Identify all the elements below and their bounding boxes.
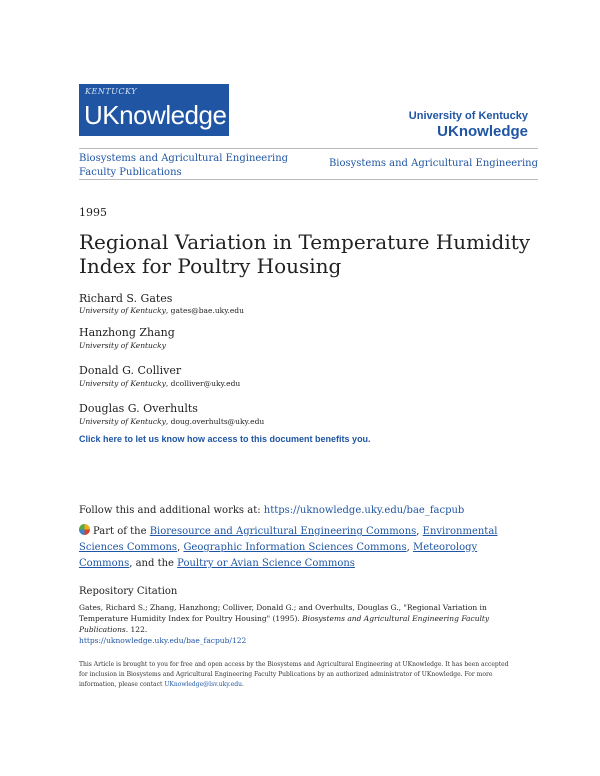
access-notice-end: . [242,681,244,688]
network-icon [79,524,90,535]
author-affiliation: University of Kentucky, gates@bae.uky.edu [79,306,244,315]
citation-url-link[interactable]: https://uknowledge.uky.edu/bae_facpub/122 [79,636,247,645]
uknowledge-logo[interactable] [79,84,229,136]
separator: , [406,542,413,553]
commons-link[interactable]: Meteorology Commons [79,542,478,569]
access-notice [79,660,509,690]
logo-main-text: UKnowledge [84,100,227,130]
commons-link[interactable]: Bioresource and Agricultural Engineering Commons [149,526,417,537]
article-title: Regional Variation in Temperature Humidity Index for Poultry Housing [79,230,531,278]
logo-kentucky-text: KENTUCKY [85,87,138,96]
author-email[interactable]: dcolliver@uky.edu [170,379,241,388]
citation-text: Gates, Richard S.; Zhang, Hanzhong; Colliver, Donald G.; and Overhults, Douglas G., "Regional Variation in Temperature Humidity Index for Poultry Housing" (1995). [79,603,487,623]
publication-year: 1995 [79,206,107,219]
breadcrumb-bar [79,148,538,180]
breadcrumb-collection-link[interactable]: Biosystems and Agricultural Engineering Faculty Publications [79,153,289,178]
affiliation-text: University of Kentucky [79,379,166,388]
brand-name: UKnowledge [437,123,528,140]
commons-link[interactable]: Geographic Information Sciences Commons [183,542,407,553]
citation-series: Biosystems and Agricultural Engineering Faculty Publications [79,614,490,634]
follow-text: Follow this and additional works at: [79,505,264,516]
author-name: Richard S. Gates [79,292,173,305]
author-email[interactable]: doug.overhults@uky.edu [170,417,265,426]
author-name: Donald G. Colliver [79,364,182,377]
author-email[interactable]: gates@bae.uky.edu [170,306,244,315]
separator: , [177,542,184,553]
affiliation-text: University of Kentucky [79,417,166,426]
part-of-prefix: Part of the [93,526,150,537]
brand-block[interactable] [409,110,528,140]
author-affiliation: University of Kentucky, dcolliver@uky.edu [79,379,241,388]
separator: , [416,526,423,537]
repository-citation-heading: Repository Citation [79,586,178,597]
author-affiliation: University of Kentucky [79,341,166,350]
separator: , and the [129,558,178,569]
commons-list [79,524,524,572]
repository-citation [79,602,529,646]
breadcrumb-department-link[interactable]: Biosystems and Agricultural Engineering [328,158,538,169]
citation-number: . 122. [125,625,148,634]
access-notice-text: This Article is brought to you for free and open access by the Biosystems and Agricultural Engineering at UKnowledge. It has been accepted for inclusion in Biosystems and Agricultural Engineering Faculty Publications by an authorized administrator of UKnowledge. For more information, please contact [79,661,509,688]
contact-email-link[interactable]: UKnowledge@lsv.uky.edu [164,681,243,688]
brand-university: University of Kentucky [408,110,528,122]
commons-link[interactable]: Poultry or Avian Science Commons [177,558,355,569]
commons-link[interactable]: Environmental Sciences Commons [79,526,498,553]
benefit-feedback-link[interactable]: Click here to let us know how access to this document benefits you. [79,434,371,444]
follow-line [79,505,464,516]
collection-url-link[interactable]: https://uknowledge.uky.edu/bae_facpub [263,505,465,516]
author-name: Hanzhong Zhang [79,326,175,339]
author-affiliation: University of Kentucky, doug.overhults@uky.edu [79,417,265,426]
author-name: Douglas G. Overhults [79,402,198,415]
affiliation-text: University of Kentucky [79,306,166,315]
